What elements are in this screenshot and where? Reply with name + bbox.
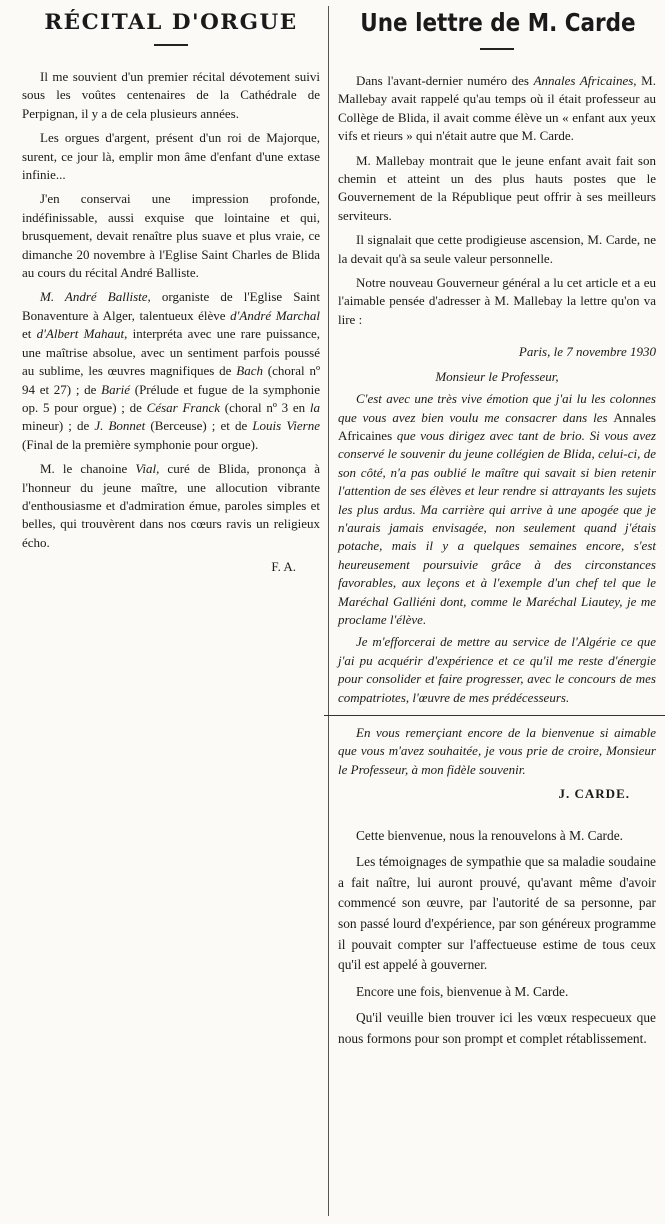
article-body (338, 72, 656, 1050)
text-run: et (22, 326, 37, 342)
teacher-name: d'André Marchal (230, 307, 320, 323)
paragraph: Cette bienvenue, nous la renouvelons à M. Carde. (356, 827, 623, 843)
paragraph: Il signalait que cette prodigieuse ascension, M. Carde, ne la devait qu'à sa seule valeur personnelle. (338, 232, 656, 266)
letter-date: Paris, le 7 novembre 1930 (518, 344, 656, 360)
composer-name: Louis Vierne (252, 418, 321, 434)
paragraph: J'en conservai une impression profonde, indéfinissable, aussi exquise que lointaine et qui, brusquement, devait renaître plus suave et plus vraie, ce dimanche 20 novembre à l'Eglise Saint Charles de Blida au cours du récital André Balliste. (22, 191, 320, 281)
text-run: , organiste de l'Eglise Saint Bonaventure à Alger, talentueux élève (22, 289, 320, 323)
text-run: , curé de Blida, prononça à l'honneur du jeune maître, une allocution vibrante d'enthousiasme et d'admiration émue, paroles simples et belles, qui trouvèrent dans nos cœurs ravis un religieux écho. (22, 461, 320, 550)
letter-signature: J. CARDE. (558, 786, 630, 802)
article-body (22, 68, 320, 577)
column-divider (328, 6, 329, 1216)
paragraph (22, 460, 320, 552)
publication-name: Annales Africaines (338, 409, 656, 443)
composer-name: César Franck (146, 399, 221, 415)
paragraph: Encore une fois, bienvenue à M. Carde. (356, 983, 569, 999)
article-letter (338, 0, 656, 1050)
text-run: (Prélude et fugue de la symphonie op. 5 pour orgue) ; de (22, 381, 321, 415)
closing-section (338, 826, 656, 1050)
paragraph: M. Mallebay montrait que le jeune enfant avait fait son chemin et atteint un des plus hauts postes que le Gouvernement de la République peut offrir à ses meilleurs serviteurs. (338, 152, 656, 223)
text-run: , M. Mallebay avait rappelé qu'au temps où il était professeur au Collège de Blida, il avait comme élève un « enfant aux yeux vifs et rieurs » qui n'était autre que M. Carde. (338, 73, 656, 144)
text-run: que vous dirigez avec tant de brio. Si vous avez conservé le souvenir du jeune collégien de Blida, celui-ci, de son côté, n'a pas oublié le maître qui savait si bien retenir l'attention de ses élèves et leur rendre si attrayants les sujets les plus ardus. Ma carrière qui arrive à une apogée que je n'aurais jamais envisagée, non seulement quand j'étais potache, mais il y a quelques semaines encore, s'est heureusement poursuivie grâce à des circonstances favorables, aux leçons et à l'exemple d'un chef tel que le Maréchal Galliéni dont, comme le Maréchal Liautey, je me proclame l'élève. (338, 427, 656, 627)
composer-name: Barié (101, 381, 131, 397)
letter-salutation: Monsieur le Professeur, (435, 368, 559, 384)
publication-name: Annales Africaines (533, 73, 634, 88)
text-run: (choral nº 3 en (220, 399, 310, 415)
text-run: Dans l'avant-dernier numéro des (356, 73, 534, 88)
paragraph: Les témoignages de sympathie que sa maladie soudaine a fait naître, lui auront prouvé, qu'avant même d'avoir commencé son œuvre, par l'autorité de sa personne, par son passé lourd d'expérience, par son généreux programme il pouvait compter sur l'affectueuse estime de tous ceux qu'il est appelé à gouverner. (338, 854, 656, 973)
title-rule (480, 48, 514, 50)
text-run: C'est avec une très vive émotion que j'ai lu les colonnes que vous avez bien voulu me consacrer dans les (338, 391, 656, 425)
composer-name: Bach (236, 363, 263, 379)
composer-name: J. Bonnet (94, 418, 146, 434)
signature: F. A. (271, 559, 296, 575)
paragraph: Notre nouveau Gouverneur général a lu cet article et a eu l'aimable pensée d'adresser à M. Mallebay la lettre qu'on va lire : (338, 275, 656, 327)
paragraph: Qu'il veuille bien trouver ici les vœux respecueux que nous formons pour son prompt et complet rétablissement. (338, 1010, 656, 1046)
paragraph (22, 288, 320, 454)
title-rule (154, 44, 188, 46)
key-name: la (309, 399, 320, 415)
text-run: , interpréta avec une rare puissance, une maîtrise absolue, avec un sentiment parfois poussé au sublime, les œuvres magnifiques de (22, 326, 320, 379)
text-run: (Berceuse) ; et de (145, 418, 253, 434)
quoted-letter (338, 343, 656, 803)
text-run: (Final de la première symphonie pour orgue). (22, 436, 259, 452)
paragraph: Il me souvient d'un premier récital dévotement suivi sous les voûtes centenaires de la Cathédrale de Perpignan, il y a de cela plusieurs années. (22, 69, 320, 121)
paragraph: Les orgues d'argent, présent d'un roi de Majorque, surent, ce jour là, emplir mon âme d'enfant d'une extase infinie... (22, 130, 320, 183)
letter-paragraph (338, 390, 656, 629)
horizontal-rule (324, 715, 665, 716)
person-name: Vial (135, 461, 157, 477)
teacher-name: d'Albert Mahaut (36, 326, 125, 342)
article-title: RÉCITAL D'ORGUE (44, 10, 298, 35)
article-title: Une lettre de M. Carde (360, 8, 636, 37)
letter-paragraph: En vous remerçiant encore de la bienvenue si aimable que vous m'avez souhaitée, je vous prie de croire, Monsieur le Professeur, à mon fidèle souvenir. (338, 725, 656, 777)
organist-name: M. André Balliste (40, 289, 148, 305)
text-run: (choral nº 94 et 27) ; de (22, 363, 320, 397)
letter-paragraph: Je m'efforcerai de mettre au service de l'Algérie ce que j'ai pu acquérir d'expérience et ce qu'il me reste d'énergie pour consolider et faire progresser, avec le concours de mes compatriotes, l'œuvre de mes prédécesseurs. (338, 634, 656, 705)
text-run: mineur) ; de (22, 418, 95, 434)
text-run: M. le chanoine (40, 461, 136, 477)
paragraph (338, 72, 656, 146)
article-recital (22, 0, 320, 577)
